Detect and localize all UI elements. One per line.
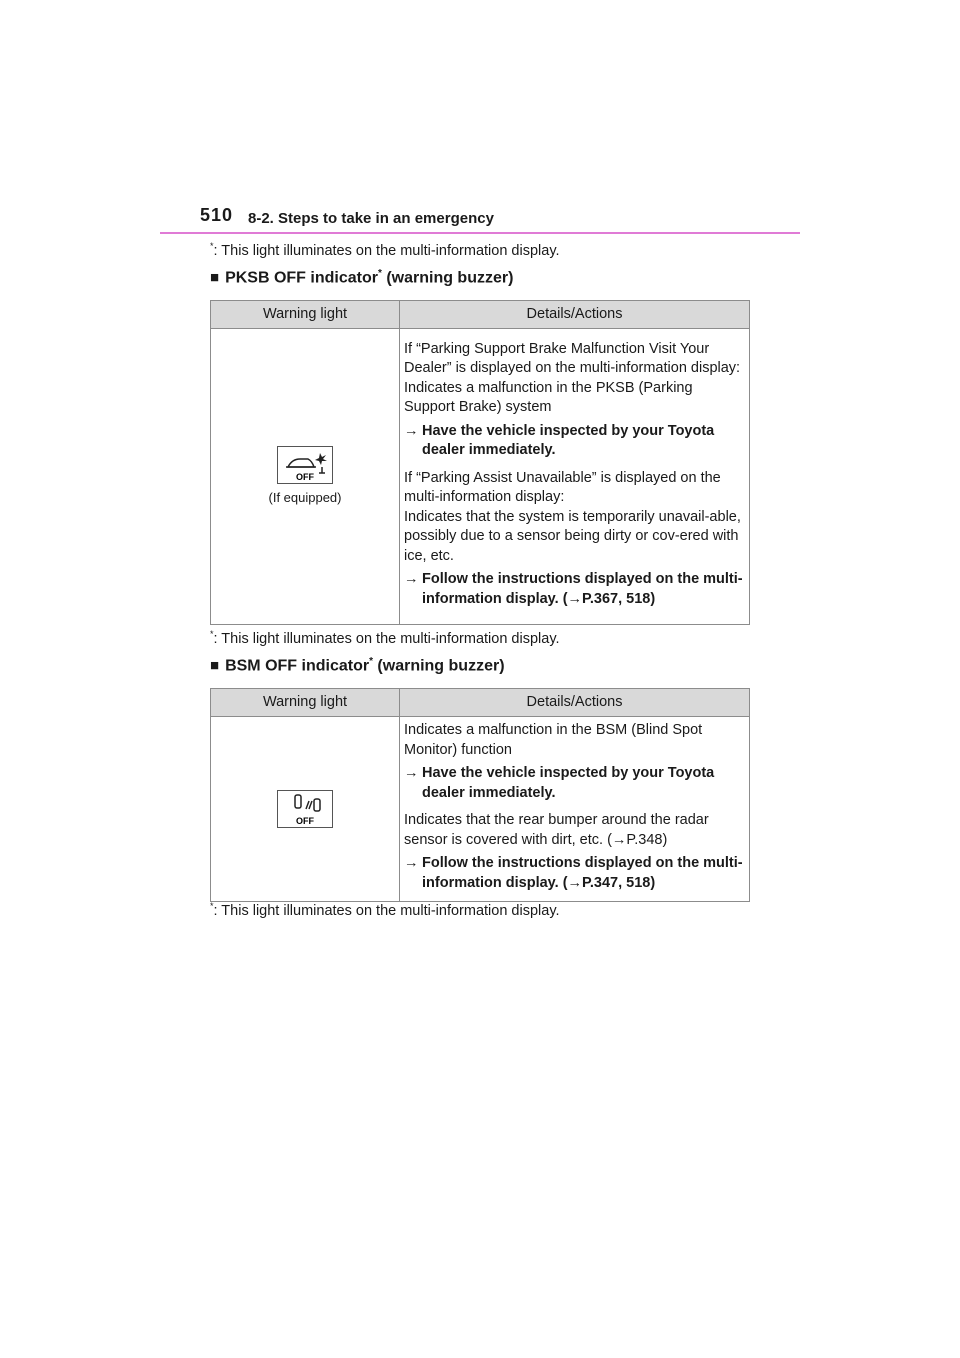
section-title: 8-2. Steps to take in an emergency: [248, 210, 494, 227]
warning-light-cell: [211, 329, 400, 625]
arrow-icon: →: [404, 765, 419, 781]
svg-text:OFF: OFF: [296, 816, 314, 826]
pksb-off-icon: [277, 446, 333, 484]
action-item: → Have the vehicle inspected by your Toyota dealer immediately.: [404, 422, 745, 461]
svg-text:OFF: OFF: [296, 471, 314, 482]
pksb-heading: ■ PKSB OFF indicator* (warning buzzer): [210, 268, 514, 287]
arrow-icon: →: [404, 855, 419, 871]
action-item: → Follow the instructions displayed on the multi-information display. (→P.367, 518): [404, 570, 745, 609]
header-divider: [160, 232, 800, 234]
details-cell: Indicates a malfunction in the BSM (Blind Spot Monitor) function → Have the vehicle inspected by your Toyota dealer immediately. Indicates that the rear bumper around the radar sensor is covered with dirt, etc. (→P.348) → Follow the instructions displayed on the multi-information display. (→P.347, 518): [400, 717, 750, 902]
footnote: *: This light illuminates on the multi-information display.: [210, 901, 560, 919]
arrow-icon: →: [404, 422, 419, 439]
column-header-warning-light: Warning light: [211, 689, 400, 717]
page-header: [200, 205, 800, 235]
warning-light-cell: [211, 717, 400, 902]
if-equipped-caption: (If equipped): [268, 489, 342, 505]
pksb-table: [210, 300, 750, 625]
arrow-icon: →: [404, 571, 419, 588]
arrow-icon: →: [611, 831, 627, 848]
footnote: *: This light illuminates on the multi-information display.: [210, 629, 560, 647]
footnote: *: This light illuminates on the multi-information display.: [210, 241, 560, 259]
column-header-details: Details/Actions: [400, 689, 750, 717]
bsm-off-icon: [277, 790, 333, 828]
column-header-details: Details/Actions: [400, 301, 750, 329]
bsm-heading: ■ BSM OFF indicator* (warning buzzer): [210, 656, 505, 675]
action-item: → Have the vehicle inspected by your Toyota dealer immediately.: [404, 764, 745, 803]
bsm-table: [210, 688, 750, 902]
square-bullet-icon: ■: [210, 657, 220, 675]
square-bullet-icon: ■: [210, 269, 220, 287]
action-item: → Follow the instructions displayed on the multi-information display. (→P.347, 518): [404, 854, 745, 893]
column-header-warning-light: Warning light: [211, 301, 400, 329]
arrow-icon: →: [567, 590, 583, 607]
details-cell: If “Parking Support Brake Malfunction Visit Your Dealer” is displayed on the multi-information display: Indicates a malfunction in the PKSB (Parking Support Brake) system → Have the vehicle inspected by your Toyota dealer immediately. If “Parking Assist Unavailable” is displayed on the multi-information display: Indicates that the system is temporarily unavail-able, possibly due to a sensor being dirty or cov-ered with ice, etc. → Follow the instructions displayed on the multi-information display. (→P.367, 518): [400, 329, 750, 625]
arrow-icon: →: [567, 874, 583, 891]
page-number: 510: [200, 205, 234, 225]
